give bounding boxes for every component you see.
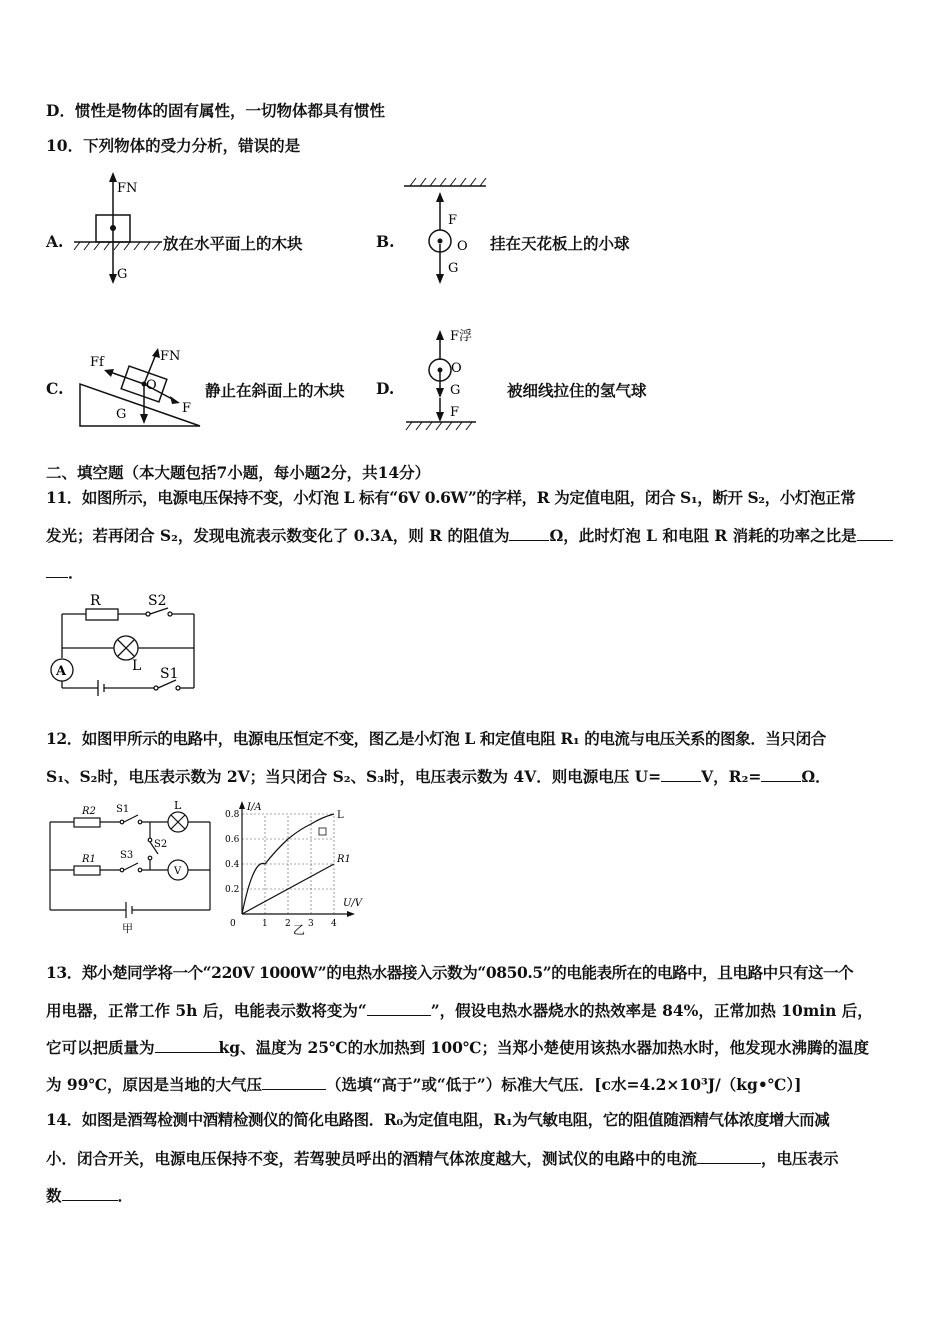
y-tick-label: 0.2 bbox=[225, 885, 240, 895]
force-label-fn-c: FN bbox=[160, 349, 181, 364]
circuit-label-s1: S1 bbox=[160, 666, 179, 682]
q11-line-1: 11．如图所示，电源电压保持不变，小灯泡 L 标有“6V 0.6W”的字样，R 为定值电阻，闭合 S₁，断开 S₂，小灯泡正常 bbox=[46, 488, 856, 507]
force-label-f-b: F bbox=[448, 213, 458, 228]
q13-line-2: 用电器，正常工作 5h 后，电能表示数将变为“ ”，假设电热水器烧水的热效率是 84%，正常加热 10min 后， bbox=[46, 1001, 873, 1020]
q13-blank-2[interactable] bbox=[155, 1037, 219, 1053]
q13-blank-3[interactable] bbox=[262, 1074, 326, 1090]
q9-option-d: D．惯性是物体的固有属性，一切物体都具有惯性 bbox=[46, 101, 385, 120]
force-label-ff-c: Ff bbox=[90, 355, 104, 370]
center-label-o-b: O bbox=[457, 239, 468, 254]
q10-diagram-c bbox=[76, 344, 216, 434]
q11-blank-2[interactable] bbox=[857, 525, 893, 541]
circuit-label-s3: S3 bbox=[120, 850, 134, 861]
x-tick-label: 0 bbox=[230, 919, 236, 929]
q11-line-2: 发光；若再闭合 S₂，发现电流表示数变化了 0.3A，则 R 的阻值为 Ω，此时灯泡 L 和电阻 R 消耗的功率之比是 bbox=[46, 525, 893, 546]
force-label-g-a: G bbox=[117, 267, 128, 282]
force-label-g-c: G bbox=[116, 407, 127, 422]
x-tick-label: 1 bbox=[262, 919, 268, 929]
q12-blank-1[interactable] bbox=[661, 766, 701, 782]
x-tick-label: 4 bbox=[331, 919, 337, 929]
section-2-heading: 二、填空题（本大题包括7小题，每小题2分，共14分） bbox=[46, 463, 431, 482]
y-tick-label: 0.4 bbox=[225, 860, 240, 870]
x-tick-label: 3 bbox=[308, 919, 314, 929]
force-label-f-d: F bbox=[450, 405, 460, 420]
q12-line-2: S₁、S₂时，电压表示数为 2V；当只闭合 S₂、S₃时，电压表示数为 4V．则电源电压 U= V，R₂= Ω． bbox=[46, 767, 831, 786]
q11-blank-1[interactable] bbox=[509, 525, 549, 541]
q10-option-d-letter: D. bbox=[376, 379, 395, 398]
circuit-label-s1-jia: S1 bbox=[116, 804, 130, 815]
q14-line-1: 14．如图是酒驾检测中酒精检测仪的简化电路图．R₀为定值电阻，R₁为气敏电阻，它的阻值随酒精气体浓度增大而减 bbox=[46, 1110, 830, 1129]
figure-label-yi: 乙 bbox=[293, 923, 306, 937]
graph-xlabel: U/V bbox=[343, 898, 363, 909]
force-label-fn-a: FN bbox=[117, 181, 138, 196]
q13-line-1: 13．郑小楚同学将一个“220V 1000W”的电热水器接入示数为“0850.5”的电能表所在的电路中，且电路中只有这一个 bbox=[46, 963, 854, 982]
center-label-o-c: O bbox=[146, 378, 157, 393]
q12-iv-graph bbox=[225, 798, 365, 938]
q13-line-4: 为 99℃，原因是当地的大气压 （选填“高于”或“低于”）标准大气压．[c水=4.2×10³J/（kg•℃）] bbox=[46, 1075, 802, 1094]
q12-circuit-jia bbox=[46, 800, 221, 935]
force-label-f-c: F bbox=[182, 401, 192, 416]
q10-option-c-caption: 静止在斜面上的木块 bbox=[205, 381, 345, 400]
force-label-fbuoy-d: F浮 bbox=[450, 329, 473, 344]
circuit-label-s2-jia: S2 bbox=[154, 839, 168, 850]
q14-line-3: 数 ． bbox=[46, 1186, 134, 1205]
circuit-label-r1-jia: R1 bbox=[82, 854, 96, 865]
q10-stem: 10．下列物体的受力分析，错误的是 bbox=[46, 136, 301, 155]
q10-option-d-caption: 被细线拉住的氢气球 bbox=[507, 381, 647, 400]
q14-blank-2[interactable] bbox=[62, 1185, 118, 1201]
q13-line-3: 它可以把质量为 kg、温度为 25℃的水加热到 100℃；当郑小楚使用该热水器加热水时，他发现水沸腾的温度 bbox=[46, 1038, 869, 1057]
q11-line-3: ． bbox=[46, 562, 84, 583]
q10-option-b-caption: 挂在天花板上的小球 bbox=[490, 234, 630, 253]
q14-blank-1[interactable] bbox=[697, 1148, 761, 1164]
q10-option-b-letter: B. bbox=[376, 232, 395, 251]
voltmeter-label: V bbox=[174, 866, 182, 877]
y-tick-label: 0.6 bbox=[225, 835, 240, 845]
y-tick-label: 0.8 bbox=[225, 810, 240, 820]
force-label-g-d: G bbox=[450, 383, 461, 398]
q10-diagram-a bbox=[70, 170, 180, 290]
circuit-label-l-jia: L bbox=[174, 799, 182, 812]
q10-option-a-letter: A. bbox=[46, 232, 64, 251]
graph-ylabel: I/A bbox=[247, 802, 262, 813]
circuit-label-r2: R2 bbox=[82, 806, 96, 817]
center-label-o-d: O bbox=[451, 361, 462, 376]
circuit-label-l: L bbox=[132, 658, 142, 674]
q10-diagram-d bbox=[400, 324, 520, 434]
q10-option-a-caption: 放在水平面上的木块 bbox=[163, 234, 303, 253]
q12-blank-2[interactable] bbox=[761, 766, 801, 782]
q14-line-2: 小．闭合开关，电源电压保持不变，若驾驶员呼出的酒精气体浓度越大，测试仪的电路中的电流 ，电压表示 bbox=[46, 1149, 839, 1168]
force-label-g-b: G bbox=[448, 261, 459, 276]
q13-blank-1[interactable] bbox=[367, 1000, 431, 1016]
series-label-r1: R1 bbox=[337, 854, 351, 865]
circuit-label-r: R bbox=[90, 593, 101, 609]
circuit-label-s2: S2 bbox=[148, 593, 167, 609]
series-label-l: L bbox=[337, 810, 344, 821]
q10-option-c-letter: C. bbox=[46, 379, 64, 398]
q11-blank-2-cont bbox=[46, 562, 68, 578]
x-tick-label: 2 bbox=[285, 919, 291, 929]
figure-label-jia: 甲 bbox=[122, 922, 133, 935]
ammeter-label: A bbox=[56, 664, 67, 679]
q12-line-1: 12．如图甲所示的电路中，电源电压恒定不变，图乙是小灯泡 L 和定值电阻 R₁ 的电流与电压关系的图象．当只闭合 bbox=[46, 729, 826, 748]
q11-circuit bbox=[46, 592, 206, 702]
